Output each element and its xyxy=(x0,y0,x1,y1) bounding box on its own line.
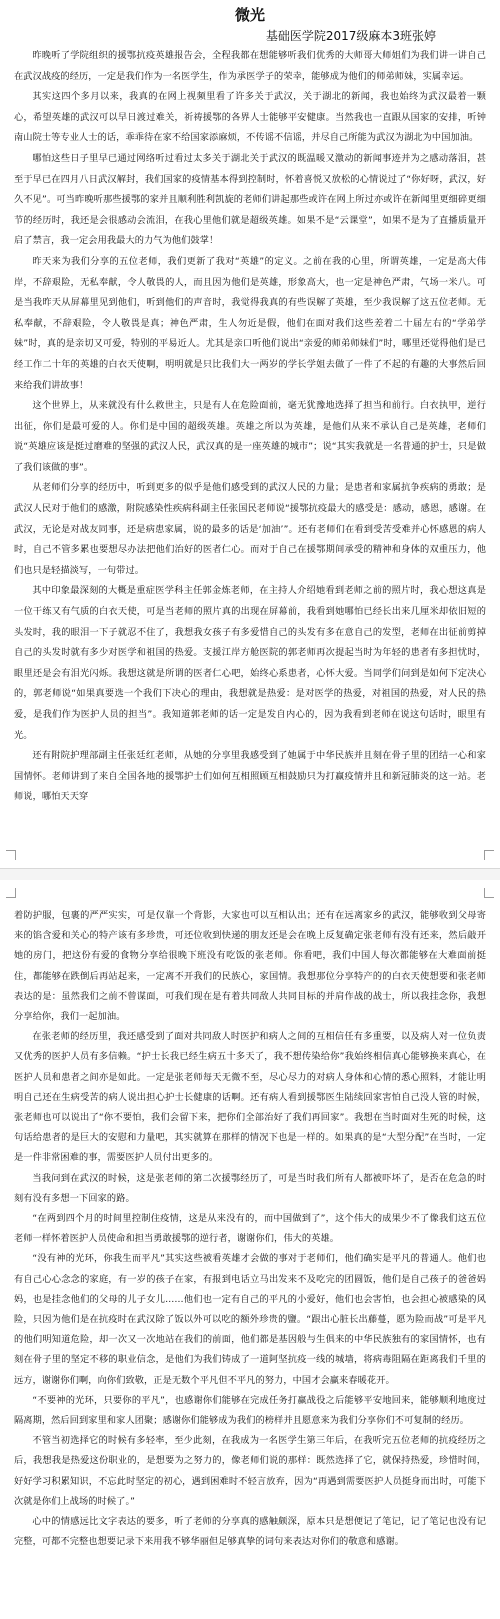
page-corner-mark xyxy=(484,888,494,898)
paragraph: 心中的情感远比文字表达的要多，听了老师的分享真的感触颇深，原本只是想便记了笔记，记了笔记也没有记完整，可都不完整也想要记录下来用我不够华丽但足够真挚的词句来表达对你们的敬意和感谢。 xyxy=(14,1516,486,1548)
paragraph: 从老师们分享的经历中，听到更多的似乎是他们感受到的武汉人民的力量；是患者和家属抗争疾病的勇敢；是武汉人民对于他们的感激，附院感染性疾病科副主任张国民老师说“援鄂抗疫最大的感受是：感动，感恩，感谢。在武汉，无论是对战友同事，还是病患家属，说的最多的话是‘加油’”。还有老师们在看到受苦受难并心怀感恩的病人时，自己不管多累也要想尽办法把他们治好的医者仁心。而对于自己在援鄂期间承受的精神和身体的双重压力，他们也只是轻描淡写，一句带过。 xyxy=(14,482,486,576)
page-corner-mark xyxy=(484,850,494,860)
paragraph: 昨天来为我们分享的五位老师，我们更新了我对“英雄”的定义。之前在我的心里，所谓英雄，一定是高大伟岸，不辞艰险，无私奉献，令人敬畏的人，而且因为他们是英雄，形象高大，也一定是神色严肃，气场一米八。可是当我昨天从屏幕里见到他们，听到他们的声音时，我觉得我真的有些误解了英雄，至少我误解了这五位老师。无私奉献，不辞艰险，令人敬畏是真；神色严肃，生人勿近是假，他们在面对我们这些差着二十届左右的“学弟学妹”时，真的是亲切又可爱，特别的平易近人。尤其是亲口听他们说出“亲爱的师弟师妹们”时，哪里还觉得他们是已经工作二十年的英雄的白衣天使啊，明明就是只比我们大一两岁的学长学姐去做了一件了不起的有趣的大事然后回来给我们讲故事！ xyxy=(14,255,486,391)
paragraph: 这个世界上，从来就没有什么救世主，只是有人在危险面前，毫无犹豫地选择了担当和前行。白衣执甲，逆行出征，你们是最可爱的人。你们是中国的超级英雄。英雄之所以为英雄，是他们从来不承认自己是英雄，老师们说“英雄应该是挺过磨难的坚强的武汉人民，武汉真的是一座英雄的城市”；说“其实我就是一名普通的护士，只是做了我们该做的事”。 xyxy=(14,400,486,473)
paragraph: “不要神的光环，只要你的平凡”，也感谢你们能够在完成任务打赢战役之后能够平安地回来，能够顺利地度过隔离期，然后回到家里和家人团聚；感谢你们能够成为我们的榜样并且愿意来为我们分享你们不可复制的经历。 xyxy=(14,1394,486,1427)
paragraph: 其实这四个多月以来，我真的在网上视频里看了许多关于武汉，关于湖北的新闻，我也始终为武汉最着一颗心，希望英雄的武汉可以早日渡过难关，祈祷援鄂的各界人士能够平安健康。当然我也一直跟从国家的安排，听钟南山院士等专业人士的话，乖乖待在家不给国家添麻烦，不传谣不信谣，并尽自己所能为武汉为湖北为中国加油。 xyxy=(14,91,486,144)
paragraph: 在张老师的经历里，我还感受到了面对共同敌人时医护和病人之间的互相信任有多重要，以及病人对一位负责又优秀的医护人员有多信赖。“护士长我已经生病五十多天了，我不想传染给你”我始终相信真心能够换来真心，在医护人员和患者之间亦是如此。一定是张老师每天无微不至，尽心尽力的对病人身体和心情的悉心照料，才能让明明自己还在生病受苦的病人说出担心护士长健康的话啊。还有病人看到援鄂医生陆续回家害怕自己没人管的时候，张老师也可以说出了“你不要怕，我们会留下来，把你们全部治好了我们再回家”。我想在当时面对生死的时候，这句话给患者的是巨大的安慰和力量吧，其实就算在那样的情况下也是一样的。如果真的是“大型分配”在当时，一定是一件非常困难的事，需要医护人员付出更多的。 xyxy=(14,1031,486,1164)
paragraph: 当我问到在武汉的时候，这是张老师的第二次援鄂经历了，可是当时我们所有人都被吓坏了，是否在危急的时刻有没有多想一下回家的路。 xyxy=(14,1172,486,1204)
paragraph: “没有神的光环，你我生而平凡”其实这些被看英雄才会做的事对于老师们，他们确实是平凡的普通人。他们也有自己心心念念的家庭，有一岁的孩子在家，有报到电话立马出发来不及吃完的团圆饭，他们是自己孩子的爸爸妈妈，也是挂念他们的父母的儿子女儿……他们也一定有自己的平凡的小爱好，他们也会害怕，也会担心被感染的风险，只因为他们是在抗疫时在武汉除了饭以外可以吃的额外珍贵的鹽。“跟出心脏长出藤蔓，愿为险而战”可是平凡的他们明知道危险，却一次又一次地站在我们的前面，他们都是基因般与生俱来的中华民族独有的家国情怀，也有刻在骨子里的坚定不移的职业信念，是他们为我们铸成了一道阿坚抗疫一线的城墙，将病毒阻隔在距离我们千里的远方，谢谢你们啊，向你们致敬，正是无数个平凡但不平凡的努力，中国才会赢来春暖花开。 xyxy=(14,1253,486,1386)
page-corner-mark xyxy=(6,888,16,898)
page-corner-mark xyxy=(6,850,16,860)
paragraph: 其中印象最深刻的大概是重症医学科主任郭金炼老师，在主持人介绍她看到老师之前的照片时，我心想这真是一位干练又有气质的白衣天使，可是当老师的照片真的出现在屏幕前，我看到她哪怕已经长出来几厘米却依旧短的头发时，我的眼泪一下子就忍不住了，我想我女孩子有多爱惜自己的头发有多在意自己的发型，老师在出征前剪掉自己的头发时就有多少对医学和祖国的热爱。支援江岸方舱医院的郭老师再次提起当时为年轻的患者有多担忧时，眼里还是会有泪光闪烁。我想这就是所谓的医者仁心吧，始终心系患者，心怀大爱。当同学们问到是如何下定决心的，郭老师说“如果真要选一个我们下决心的理由，我想就是热爱：是对医学的热爱，对祖国的热爱，对人民的热爱，是我们作为医护人员的担当”。我知道郭老师的话一定是发自内心的，因为我看到老师在说这句话时，眼里有光。 xyxy=(14,585,486,741)
page-2-body xyxy=(0,880,500,1553)
page-1-body xyxy=(0,46,500,808)
document-title: 微光 xyxy=(234,6,265,24)
paragraph: 着防护服，包裹的严严实实，可是仅靠一个背影，大家也可以互相认出；还有在远离家乡的武汉，能够收到父母寄来的馅含爱和关心的特产该有多珍贵，可还位收到快递的朋友还是会在晚上反复确定张老师有没有还来，然后敲开她的房门，把这份有爱的食物分享给很晚下班没有吃饭的张老师。你看吧，我们中国人每次都能够在大难面前挺住，都能够在跌倒后再站起来，一定离不开我们的民族心，家国情。我想那位分享特产的的白衣天使想要和张老师表达的是：虽然我们之前不曾谋面，可我们现在是有着共同敌人共同目标的并肩作战的战士，所以我挂念你，我想分享给你，我们一起加油。 xyxy=(14,910,486,1023)
author-byline: 基础医学院2017级麻本3班张婷 xyxy=(265,29,436,43)
paragraph: 还有附院护理部副主任张廷红老师，从她的分享里我感受到了她属于中华民族并且刻在骨子里的团结一心和家国情怀。老师讲到了来自全国各地的援鄂护士们如何互相照顾互相鼓励只为打赢疫情并且和新冠肺炎的这一站。老师说，哪怕天天穿 xyxy=(14,750,486,803)
document-page-2 xyxy=(0,880,500,1619)
paragraph: “在两到四个月的时间里控制住疫情，这是从来没有的，而中国做到了”，这个伟大的成果少不了像我们这五位老师一样怀着医护人员使命和担当勇敢援鄂的逆行者，谢谢你们，伟大的英雄。 xyxy=(14,1213,486,1245)
paragraph: 哪怕这些日子里早已通过网络听过看过太多关于湖北关于武汉的既温暖又激动的新闻事迹并为之感动落泪，甚至于早已在四月八日武汉解封，我们国家的疫情基本得到控制时，怀着喜悦又放松的心情说过了“你好呀，武汉，好久不见”。可当昨晚听那些援鄂的家并且顺利胜利凯旋的老师们讲起那些或许在网上所过亦或许在新闻里更细碎更细节的经历时，我还是会很感动会流泪，在我心里他们就是超级英雄。如果不是“云课堂”，如果不是为了直播质量开启了禁言，我一定会用我最大的力气为他们鼓掌！ xyxy=(14,152,486,247)
paragraph: 不管当初选择它的时候有多轻率，至少此刻，在我成为一名医学生第三年后，在我听完五位老师的抗疫经历之后，我想我是热爱这份职业的，是想要为之努力的，像老师们说的那样：既然选择了它，就保持热爱，珍惜时间，好好学习积累知识，不忘此时坚定的初心，遇到困难时不轻言放弃，因为“再遇到需要医护人员挺身而出时，可能下次就是你们上战场的时候了。” xyxy=(14,1435,486,1507)
paragraph: 昨晚听了学院组织的援鄂抗疫英雄报告会，全程我都在想能够听我们优秀的大师哥大师姐们为我们讲一讲自己在武汉战疫的经历，一定是我们作为一名医学生，作为承医学子的荣幸，能够成为他们的师弟师妹，实属幸运。 xyxy=(14,50,486,82)
